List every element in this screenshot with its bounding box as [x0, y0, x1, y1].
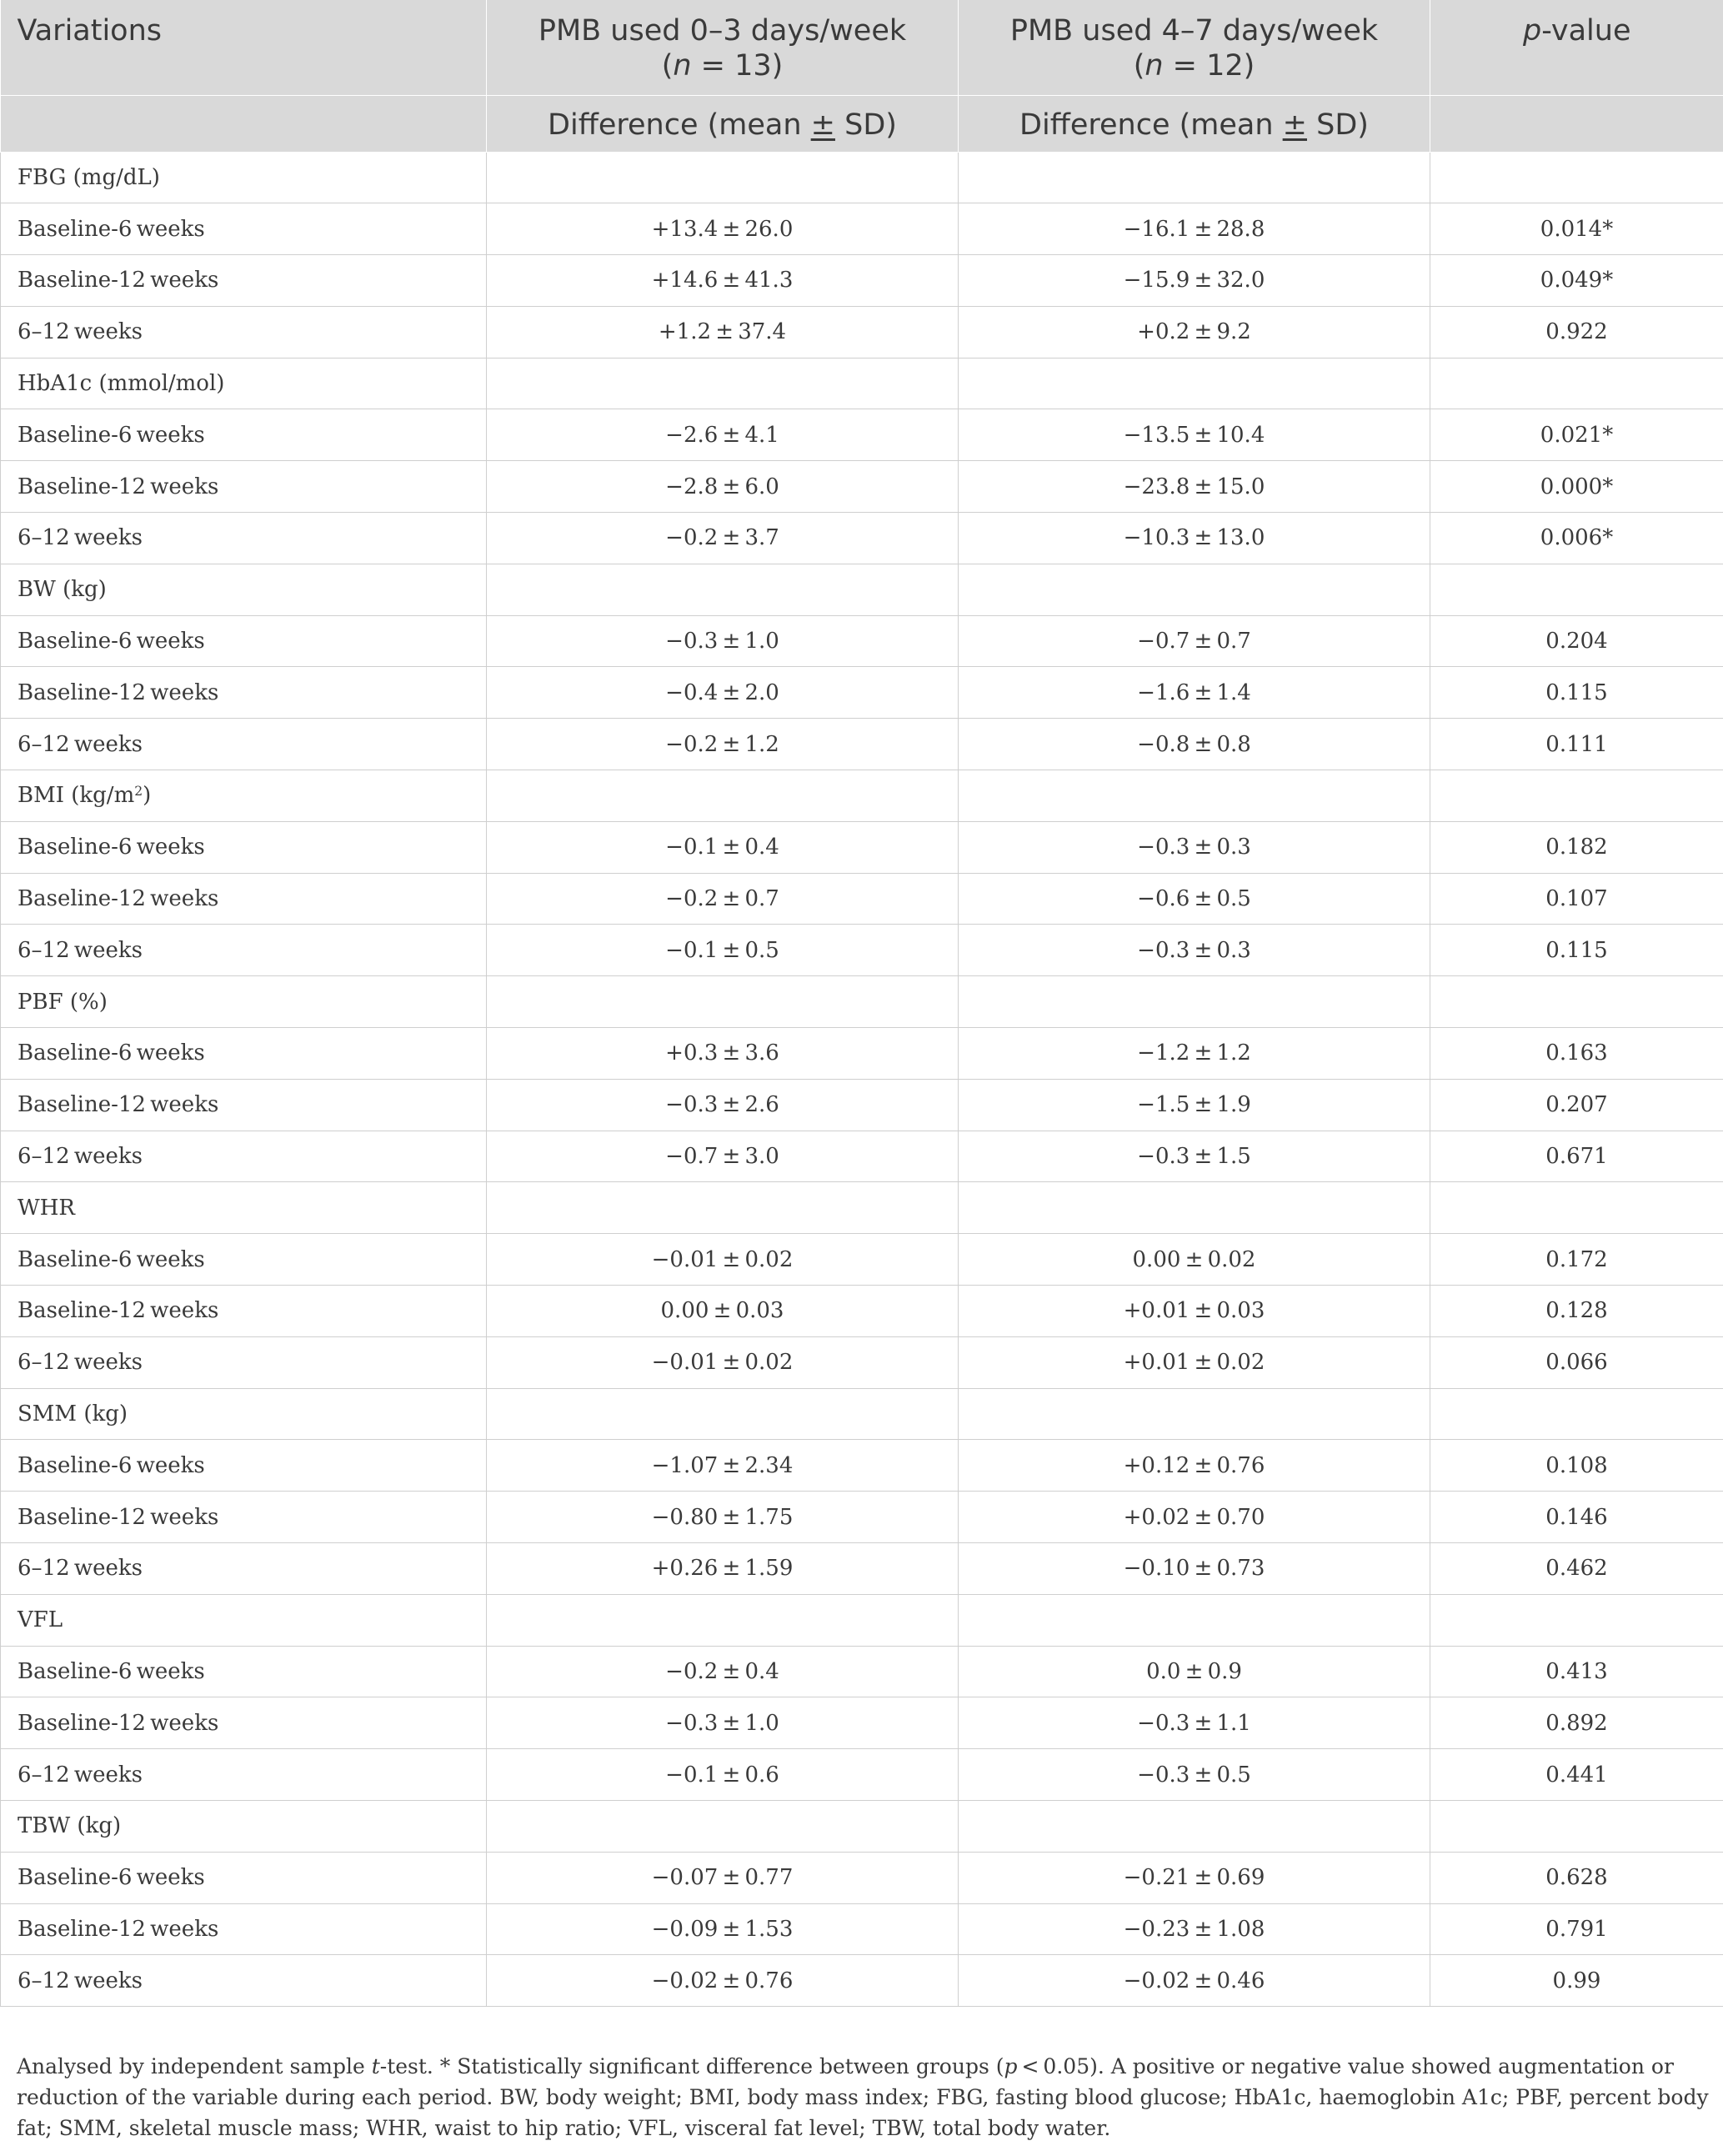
- empty-cell: [487, 1594, 959, 1646]
- group-row: [1, 1182, 1723, 1234]
- p-value: 0.628: [1430, 1852, 1723, 1903]
- p-value: 0.128: [1430, 1286, 1723, 1337]
- group-label: BMI (kg/m: [18, 783, 135, 809]
- group-1-value: +0.26 ± 1.59: [487, 1543, 959, 1595]
- footnote-p: p: [1004, 2054, 1018, 2078]
- header-group-2-n: (n = 12): [1133, 49, 1255, 83]
- group-1-value: +14.6 ± 41.3: [487, 255, 959, 307]
- header-group-1-n-label: n: [673, 49, 692, 83]
- header-p-italic: p: [1522, 14, 1542, 48]
- table-row: [1, 925, 1723, 976]
- empty-cell: [959, 1182, 1430, 1234]
- table-row: [1, 1955, 1723, 2007]
- sub-1-a: Difference (mean: [548, 108, 811, 142]
- group-row: [1, 1594, 1723, 1646]
- empty-cell: [959, 1801, 1430, 1853]
- table-row: [1, 409, 1723, 461]
- header-group-2: [959, 0, 1430, 95]
- group-2-value: −23.8 ± 15.0: [959, 461, 1430, 513]
- row-label: 6–12 weeks: [1, 306, 487, 358]
- group-1-value: −0.07 ± 0.77: [487, 1852, 959, 1903]
- empty-cell: [487, 770, 959, 822]
- row-label: Baseline-6 weeks: [1, 1646, 487, 1697]
- table-row: [1, 1903, 1723, 1955]
- table-row: [1, 255, 1723, 307]
- group-label-cell: [1, 564, 487, 615]
- group-2-value: 0.0 ± 0.9: [959, 1646, 1430, 1697]
- empty-cell: [1430, 152, 1723, 203]
- empty-cell: [487, 564, 959, 615]
- group-label-cell: [1, 1182, 487, 1234]
- row-label: 6–12 weeks: [1, 1131, 487, 1182]
- group-label-cell: [1, 1388, 487, 1440]
- row-label: 6–12 weeks: [1, 719, 487, 770]
- header-p-value: [1430, 0, 1723, 95]
- table-row: [1, 1492, 1723, 1543]
- group-1-value: −0.3 ± 2.6: [487, 1079, 959, 1131]
- empty-cell: [1430, 770, 1723, 822]
- empty-cell: [1430, 1182, 1723, 1234]
- group-label-cell: [1, 770, 487, 822]
- footnote-t: t: [371, 2054, 380, 2078]
- group-label: BW (kg): [18, 577, 107, 603]
- header-sub-group-2: [959, 95, 1430, 152]
- table-row: [1, 1440, 1723, 1492]
- row-label: Baseline-6 weeks: [1, 615, 487, 667]
- p-value: 0.791: [1430, 1903, 1723, 1955]
- group-label-cell: [1, 1801, 487, 1853]
- table-header: [1, 0, 1723, 152]
- row-label: Baseline-6 weeks: [1, 1028, 487, 1080]
- row-label: Baseline-6 weeks: [1, 1234, 487, 1286]
- p-value: 0.107: [1430, 873, 1723, 925]
- table-row: [1, 1028, 1723, 1080]
- row-label: Baseline-6 weeks: [1, 203, 487, 255]
- group-2-value: −0.3 ± 0.3: [959, 821, 1430, 873]
- group-row: [1, 1388, 1723, 1440]
- group-1-value: +1.2 ± 37.4: [487, 306, 959, 358]
- group-2-value: +0.12 ± 0.76: [959, 1440, 1430, 1492]
- group-1-value: −0.01 ± 0.02: [487, 1234, 959, 1286]
- empty-cell: [959, 976, 1430, 1028]
- p-value: 0.462: [1430, 1543, 1723, 1595]
- row-label: Baseline-12 weeks: [1, 1286, 487, 1337]
- p-value: 0.99: [1430, 1955, 1723, 2007]
- p-value: 0.172: [1430, 1234, 1723, 1286]
- empty-cell: [487, 358, 959, 409]
- footnote-part3: < 0.05). A positive or negative value showed augmentation or reduction of the variable during each period. BW, body weight; BMI, body mass index; FBG, fasting blood glucose; HbA1c, haemoglobin A1c; PBF, percent body fat; SMM, skeletal muscle mass; WHR, waist to hip ratio; VFL, visceral fat level; TBW, total body water.: [17, 2054, 1709, 2140]
- empty-cell: [1430, 564, 1723, 615]
- group-2-value: −0.7 ± 0.7: [959, 615, 1430, 667]
- row-label: Baseline-6 weeks: [1, 409, 487, 461]
- group-1-value: −0.1 ± 0.6: [487, 1749, 959, 1801]
- empty-cell: [1430, 358, 1723, 409]
- group-1-value: −2.6 ± 4.1: [487, 409, 959, 461]
- header-row-1: [1, 0, 1723, 95]
- p-value: 0.000*: [1430, 461, 1723, 513]
- header-sub-empty-4: [1430, 95, 1723, 152]
- row-label: Baseline-12 weeks: [1, 1697, 487, 1749]
- row-label: Baseline-6 weeks: [1, 1440, 487, 1492]
- group-1-value: +0.3 ± 3.6: [487, 1028, 959, 1080]
- footnote-part1: Analysed by independent sample: [17, 2054, 372, 2078]
- empty-cell: [1430, 1801, 1723, 1853]
- row-label: Baseline-12 weeks: [1, 1492, 487, 1543]
- header-group-1-n-value: = 13): [691, 49, 784, 83]
- group-1-value: −0.2 ± 0.7: [487, 873, 959, 925]
- group-2-value: −0.23 ± 1.08: [959, 1903, 1430, 1955]
- p-value: 0.115: [1430, 925, 1723, 976]
- empty-cell: [487, 152, 959, 203]
- p-value: 0.441: [1430, 1749, 1723, 1801]
- p-value: 0.207: [1430, 1079, 1723, 1131]
- group-2-value: −1.5 ± 1.9: [959, 1079, 1430, 1131]
- table-row: [1, 1749, 1723, 1801]
- group-2-value: −16.1 ± 28.8: [959, 203, 1430, 255]
- group-label: VFL: [18, 1607, 63, 1633]
- header-group-2-n-value: = 12): [1163, 49, 1255, 83]
- group-2-value: −0.10 ± 0.73: [959, 1543, 1430, 1595]
- table-row: [1, 1646, 1723, 1697]
- group-row: [1, 564, 1723, 615]
- empty-cell: [1430, 1594, 1723, 1646]
- group-1-value: −0.80 ± 1.75: [487, 1492, 959, 1543]
- row-label: Baseline-12 weeks: [1, 1079, 487, 1131]
- empty-cell: [959, 770, 1430, 822]
- empty-cell: [1430, 976, 1723, 1028]
- sub-2-b: SD): [1306, 108, 1369, 142]
- table-row: [1, 1131, 1723, 1182]
- p-value: 0.115: [1430, 667, 1723, 719]
- group-label: HbA1c (mmol/mol): [18, 371, 225, 397]
- group-2-value: −0.3 ± 0.5: [959, 1749, 1430, 1801]
- group-2-value: +0.2 ± 9.2: [959, 306, 1430, 358]
- group-2-value: +0.02 ± 0.70: [959, 1492, 1430, 1543]
- group-label: WHR: [18, 1195, 75, 1221]
- empty-cell: [487, 1388, 959, 1440]
- group-2-value: 0.00 ± 0.02: [959, 1234, 1430, 1286]
- p-value: 0.892: [1430, 1697, 1723, 1749]
- table-row: [1, 306, 1723, 358]
- header-sub-empty-1: [1, 95, 487, 152]
- group-row: [1, 976, 1723, 1028]
- group-2-value: −0.21 ± 0.69: [959, 1852, 1430, 1903]
- group-2-value: −0.02 ± 0.46: [959, 1955, 1430, 2007]
- row-label: Baseline-12 weeks: [1, 1903, 487, 1955]
- p-value: 0.021*: [1430, 409, 1723, 461]
- header-p-rest: -value: [1541, 14, 1631, 48]
- empty-cell: [487, 1801, 959, 1853]
- header-group-1: [487, 0, 959, 95]
- header-row-2: [1, 95, 1723, 152]
- header-variations: [1, 0, 487, 95]
- group-label-end: ): [143, 783, 152, 809]
- group-1-value: −0.2 ± 1.2: [487, 719, 959, 770]
- table-row: [1, 1234, 1723, 1286]
- group-row: [1, 1801, 1723, 1853]
- group-1-value: −0.2 ± 0.4: [487, 1646, 959, 1697]
- table-row: [1, 461, 1723, 513]
- group-label: FBG (mg/dL): [18, 164, 160, 190]
- table-row: [1, 667, 1723, 719]
- table-row: [1, 203, 1723, 255]
- header-group-1-title: PMB used 0–3 days/week: [538, 14, 907, 48]
- group-label-cell: [1, 1594, 487, 1646]
- empty-cell: [959, 1388, 1430, 1440]
- table-row: [1, 1079, 1723, 1131]
- row-label: Baseline-6 weeks: [1, 1852, 487, 1903]
- row-label: 6–12 weeks: [1, 1336, 487, 1388]
- group-2-value: −15.9 ± 32.0: [959, 255, 1430, 307]
- group-label-cell: [1, 976, 487, 1028]
- group-1-value: −0.2 ± 3.7: [487, 513, 959, 564]
- table-row: [1, 1286, 1723, 1337]
- p-value: 0.111: [1430, 719, 1723, 770]
- group-1-value: −0.1 ± 0.4: [487, 821, 959, 873]
- group-2-value: −13.5 ± 10.4: [959, 409, 1430, 461]
- group-1-value: −0.3 ± 1.0: [487, 615, 959, 667]
- sub-2-a: Difference (mean: [1019, 108, 1283, 142]
- group-2-value: −0.8 ± 0.8: [959, 719, 1430, 770]
- header-variations-text: Variations: [17, 14, 163, 48]
- group-1-value: −1.07 ± 2.34: [487, 1440, 959, 1492]
- empty-cell: [1430, 1388, 1723, 1440]
- group-1-value: −0.7 ± 3.0: [487, 1131, 959, 1182]
- p-value: 0.182: [1430, 821, 1723, 873]
- footnote-part2: -test. * Statistically significant difference between groups (: [379, 2054, 1004, 2078]
- group-2-value: +0.01 ± 0.02: [959, 1336, 1430, 1388]
- row-label: 6–12 weeks: [1, 1955, 487, 2007]
- group-2-value: −0.6 ± 0.5: [959, 873, 1430, 925]
- sub-2-pm: ±: [1282, 108, 1307, 142]
- table-row: [1, 1543, 1723, 1595]
- header-sub-group-1: [487, 95, 959, 152]
- group-1-value: −0.01 ± 0.02: [487, 1336, 959, 1388]
- group-label: TBW (kg): [18, 1813, 122, 1839]
- group-2-value: −10.3 ± 13.0: [959, 513, 1430, 564]
- empty-cell: [959, 1594, 1430, 1646]
- group-2-value: −0.3 ± 1.1: [959, 1697, 1430, 1749]
- p-value: 0.163: [1430, 1028, 1723, 1080]
- p-value: 0.671: [1430, 1131, 1723, 1182]
- group-1-value: 0.00 ± 0.03: [487, 1286, 959, 1337]
- group-label-superscript: 2: [134, 784, 143, 800]
- group-2-value: −0.3 ± 0.3: [959, 925, 1430, 976]
- row-label: 6–12 weeks: [1, 925, 487, 976]
- row-label: 6–12 weeks: [1, 513, 487, 564]
- p-value: 0.006*: [1430, 513, 1723, 564]
- group-2-value: +0.01 ± 0.03: [959, 1286, 1430, 1337]
- header-group-2-n-label: n: [1144, 49, 1164, 83]
- table-footnote: [17, 2051, 1709, 2143]
- sub-1-b: SD): [834, 108, 897, 142]
- p-value: 0.014*: [1430, 203, 1723, 255]
- group-row: [1, 358, 1723, 409]
- group-1-value: −0.09 ± 1.53: [487, 1903, 959, 1955]
- table-row: [1, 1697, 1723, 1749]
- group-label: PBF (%): [18, 989, 108, 1015]
- group-2-value: −1.6 ± 1.4: [959, 667, 1430, 719]
- sub-1-pm: ±: [810, 108, 835, 142]
- header-group-1-n: (n = 13): [661, 49, 784, 83]
- p-value: 0.413: [1430, 1646, 1723, 1697]
- p-value: 0.922: [1430, 306, 1723, 358]
- row-label: Baseline-12 weeks: [1, 873, 487, 925]
- table-row: [1, 719, 1723, 770]
- group-1-value: +13.4 ± 26.0: [487, 203, 959, 255]
- group-row: [1, 152, 1723, 203]
- empty-cell: [959, 358, 1430, 409]
- table-row: [1, 1336, 1723, 1388]
- row-label: Baseline-12 weeks: [1, 461, 487, 513]
- row-label: Baseline-6 weeks: [1, 821, 487, 873]
- p-value: 0.146: [1430, 1492, 1723, 1543]
- table-row: [1, 821, 1723, 873]
- p-value: 0.204: [1430, 615, 1723, 667]
- empty-cell: [487, 1182, 959, 1234]
- table-row: [1, 873, 1723, 925]
- group-1-value: −2.8 ± 6.0: [487, 461, 959, 513]
- p-value: 0.066: [1430, 1336, 1723, 1388]
- row-label: Baseline-12 weeks: [1, 255, 487, 307]
- header-group-2-title: PMB used 4–7 days/week: [1009, 14, 1379, 48]
- table-body: [1, 152, 1723, 2007]
- table-row: [1, 513, 1723, 564]
- group-1-value: −0.4 ± 2.0: [487, 667, 959, 719]
- group-label: SMM (kg): [18, 1401, 128, 1427]
- row-label: 6–12 weeks: [1, 1543, 487, 1595]
- group-1-value: −0.1 ± 0.5: [487, 925, 959, 976]
- group-2-value: −1.2 ± 1.2: [959, 1028, 1430, 1080]
- table-row: [1, 1852, 1723, 1903]
- group-label-cell: [1, 358, 487, 409]
- empty-cell: [959, 152, 1430, 203]
- p-value: 0.049*: [1430, 255, 1723, 307]
- group-1-value: −0.3 ± 1.0: [487, 1697, 959, 1749]
- p-value: 0.108: [1430, 1440, 1723, 1492]
- row-label: 6–12 weeks: [1, 1749, 487, 1801]
- group-label-cell: [1, 152, 487, 203]
- group-1-value: −0.02 ± 0.76: [487, 1955, 959, 2007]
- empty-cell: [487, 976, 959, 1028]
- table-row: [1, 615, 1723, 667]
- empty-cell: [959, 564, 1430, 615]
- group-row: [1, 770, 1723, 822]
- row-label: Baseline-12 weeks: [1, 667, 487, 719]
- group-2-value: −0.3 ± 1.5: [959, 1131, 1430, 1182]
